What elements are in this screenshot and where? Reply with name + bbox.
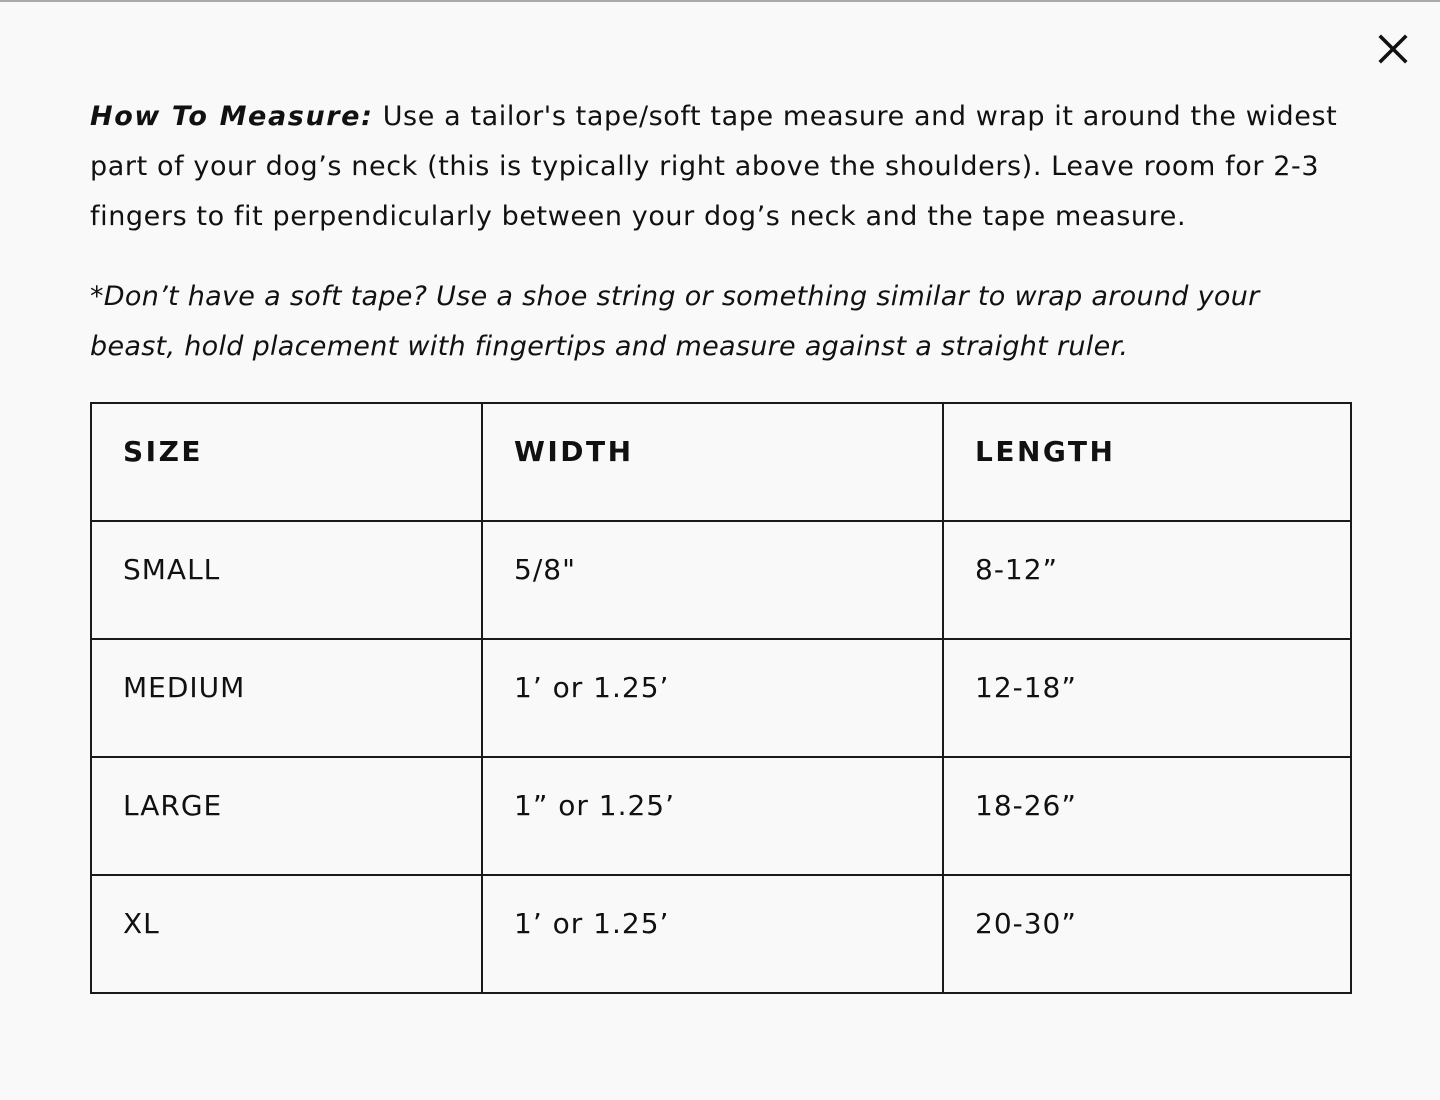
how-to-measure-paragraph (90, 92, 1350, 242)
length-value: 8-12” (975, 553, 1059, 586)
table-row (91, 757, 1351, 875)
modal-top-border (0, 0, 1440, 2)
length-cell (943, 521, 1351, 639)
length-cell (943, 639, 1351, 757)
width-cell (482, 757, 943, 875)
header-size-label: SIZE (123, 435, 204, 468)
width-cell (482, 875, 943, 993)
header-width-label: WIDTH (514, 435, 634, 468)
width-value: 5/8" (514, 553, 576, 586)
measure-instructions (90, 92, 1350, 372)
soft-tape-note: *Don’t have a soft tape? Use a shoe string or something similar to wrap around your beast, hold placement with fingertips and measure against a straight ruler. (90, 281, 1260, 362)
length-cell (943, 757, 1351, 875)
width-value: 1’ or 1.25’ (514, 671, 670, 704)
close-button[interactable] (1376, 32, 1410, 66)
header-size (91, 403, 482, 521)
close-icon (1376, 32, 1410, 66)
table-row (91, 875, 1351, 993)
header-length (943, 403, 1351, 521)
size-value: SMALL (123, 553, 221, 586)
table-row (91, 639, 1351, 757)
length-value: 18-26” (975, 789, 1077, 822)
length-cell (943, 875, 1351, 993)
size-cell (91, 757, 482, 875)
size-cell (91, 521, 482, 639)
width-cell (482, 639, 943, 757)
size-cell (91, 639, 482, 757)
header-length-label: LENGTH (975, 435, 1116, 468)
how-to-measure-heading: How To Measure: (90, 101, 374, 132)
size-value: XL (123, 907, 160, 940)
length-value: 20-30” (975, 907, 1077, 940)
table-row (91, 521, 1351, 639)
header-width (482, 403, 943, 521)
size-cell (91, 875, 482, 993)
length-value: 12-18” (975, 671, 1077, 704)
width-cell (482, 521, 943, 639)
size-value: LARGE (123, 789, 223, 822)
size-value: MEDIUM (123, 671, 246, 704)
size-chart-table (90, 402, 1352, 994)
how-to-measure-text: Use a tailor's tape/soft tape measure and wrap it around the widest part of your dog’s neck (this is typically right above the shoulders). Leave room for 2-3 fingers to fit perpendicularly between your dog’s neck and the tape measure. (90, 101, 1338, 232)
table-header-row (91, 403, 1351, 521)
width-value: 1’ or 1.25’ (514, 907, 670, 940)
width-value: 1” or 1.25’ (514, 789, 676, 822)
